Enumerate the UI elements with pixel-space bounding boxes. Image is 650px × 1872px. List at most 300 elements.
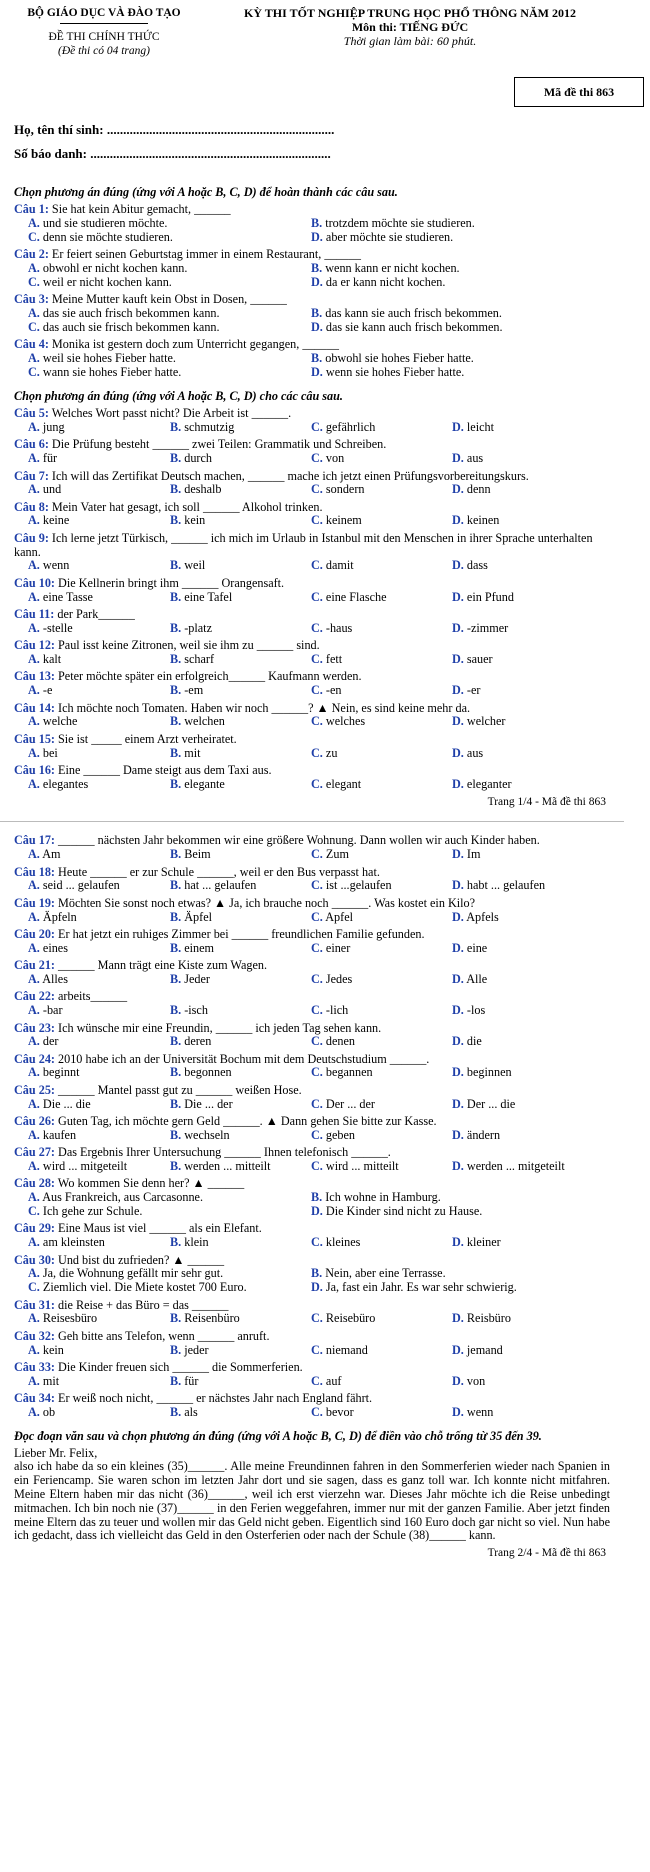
option-text: mit <box>184 745 201 760</box>
option-text: Ich wohne in Hamburg. <box>325 1190 441 1205</box>
answer-options <box>14 1035 610 1049</box>
page-2-footer: Trang 2/4 - Mã đề thi 863 <box>487 1547 606 1560</box>
option-letter: C. <box>311 714 323 729</box>
option-text: Reisebüro <box>325 1311 376 1326</box>
option-text: beginnt <box>42 1065 80 1080</box>
option-letter: C. <box>311 1096 323 1111</box>
ministry-name: BỘ GIÁO DỤC VÀ ĐÀO TẠO <box>27 7 181 19</box>
question-group-4 <box>14 1299 610 1420</box>
answer-option <box>311 1406 452 1420</box>
option-text: wird ... mitteilt <box>325 1159 399 1174</box>
question <box>14 1022 610 1050</box>
answer-option <box>28 559 170 573</box>
option-letter: D. <box>452 652 464 667</box>
question-text: Ich lerne jetzt Türkisch, ______ ich mich im Urlaub in Istanbul mit den Menschen in ihrer Sprache unterhalten kann. <box>14 530 593 559</box>
option-text: da er kann nicht kochen. <box>325 274 446 289</box>
option-text: kleines <box>325 1235 361 1250</box>
option-letter: B. <box>170 745 182 760</box>
option-letter: A. <box>28 1190 40 1205</box>
answer-option <box>311 1098 452 1112</box>
option-text: eines <box>42 940 68 955</box>
option-letter: B. <box>170 1373 182 1388</box>
answer-option <box>28 1004 170 1018</box>
answer-option <box>452 1035 610 1049</box>
answer-option <box>170 778 311 792</box>
question-text: Meine Mutter kauft kein Obst in Dosen, ______ <box>51 292 287 307</box>
option-text: Jeder <box>184 971 210 986</box>
question-stem <box>14 639 610 653</box>
question-number: Câu 31: <box>14 1297 55 1312</box>
option-letter: A. <box>28 1266 40 1281</box>
answer-option <box>452 1375 610 1389</box>
answer-option <box>452 1129 610 1143</box>
option-letter: D. <box>452 940 464 955</box>
answer-option <box>28 307 311 321</box>
option-letter: C. <box>311 1065 323 1080</box>
question-text: Guten Tag, ich möchte gern Geld ______. ▲ Dann gehen Sie bitte zur Kasse. <box>58 1114 437 1129</box>
answer-option <box>28 452 170 466</box>
answer-option <box>170 559 311 573</box>
question-stem <box>14 1299 610 1313</box>
option-text: das kann sie auch frisch bekommen. <box>325 306 502 321</box>
option-text: Äpfeln <box>42 909 77 924</box>
question-number: Câu 20: <box>14 926 55 941</box>
answer-option <box>452 848 610 862</box>
option-text: Ich gehe zur Schule. <box>42 1204 143 1219</box>
candidate-id-line: Số báo danh: .......................................................................... <box>14 146 331 161</box>
exam-time: Thời gian làm bài: 60 phút. <box>343 34 477 48</box>
exam-code-box: Mã đề thi 863 <box>514 77 644 107</box>
option-text: leicht <box>466 419 494 434</box>
question-stem <box>14 1022 610 1036</box>
answer-option <box>452 591 610 605</box>
question-29 <box>14 1222 610 1250</box>
option-text: dass <box>466 558 488 573</box>
option-text: elegant <box>325 776 362 791</box>
option-text: am kleinsten <box>42 1235 105 1250</box>
question <box>14 1361 610 1389</box>
option-text: -er <box>466 683 481 698</box>
option-text: Aus Frankreich, aus Carcasonne. <box>42 1190 203 1205</box>
option-text: einer <box>325 940 351 955</box>
option-letter: A. <box>28 1065 40 1080</box>
option-text: -em <box>184 683 204 698</box>
option-letter: B. <box>170 558 182 573</box>
answer-options <box>14 973 610 987</box>
option-letter: C. <box>311 1159 323 1174</box>
option-text: und sie studieren möchte. <box>42 216 168 231</box>
answer-option <box>311 421 452 435</box>
option-letter: D. <box>452 1235 464 1250</box>
answer-option <box>28 1375 170 1389</box>
option-letter: D. <box>452 1373 464 1388</box>
option-text: wechseln <box>184 1127 230 1142</box>
option-letter: C. <box>311 1235 323 1250</box>
option-letter: C. <box>311 451 323 466</box>
option-letter: B. <box>170 451 182 466</box>
question-number: Câu 28: <box>14 1176 55 1191</box>
option-letter: D. <box>452 1342 464 1357</box>
header-right <box>200 6 620 48</box>
option-text: deshalb <box>184 482 222 497</box>
answer-option <box>28 1236 170 1250</box>
answer-option <box>28 1267 311 1281</box>
option-text: Nein, aber eine Terrasse. <box>325 1266 446 1281</box>
question-text: Ich will das Zertifikat Deutsch machen, ______ mache ich jetzt einen Prüfungsvorbereitungskurs. <box>51 468 529 483</box>
answer-option <box>28 321 311 335</box>
question-stem <box>14 866 610 880</box>
question-group-1 <box>14 203 610 379</box>
question-number: Câu 9: <box>14 530 49 545</box>
option-letter: B. <box>170 1311 182 1326</box>
answer-options <box>14 514 610 528</box>
option-text: Ziemlich viel. Die Miete kostet 700 Euro. <box>42 1280 247 1295</box>
option-letter: A. <box>28 1127 40 1142</box>
option-text: aus <box>466 745 484 760</box>
option-text: weil <box>184 558 206 573</box>
option-text: Alles <box>42 971 68 986</box>
question-text: ______ Mann trägt eine Kiste zum Wagen. <box>58 958 267 973</box>
question <box>14 293 610 334</box>
option-text: auf <box>325 1373 342 1388</box>
question <box>14 897 610 925</box>
section-3-instruction: Đọc đoạn văn sau và chọn phương án đúng (ứng với A hoặc B, C, D) để điền vào chỗ trống từ 35 đến 39. <box>14 1428 542 1443</box>
option-text: Der ... die <box>466 1096 516 1111</box>
option-text: elegante <box>184 776 225 791</box>
option-letter: A. <box>28 620 40 635</box>
header-rule <box>60 23 148 24</box>
option-letter: C. <box>311 652 323 667</box>
answer-option <box>311 848 452 862</box>
question <box>14 1146 610 1174</box>
option-text: wenn <box>466 1404 494 1419</box>
option-text: und <box>42 482 62 497</box>
option-letter: B. <box>170 776 182 791</box>
option-letter: B. <box>311 261 323 276</box>
option-letter: D. <box>452 971 464 986</box>
option-text: wenn kann er nicht kochen. <box>325 261 460 276</box>
page-separator <box>0 821 624 822</box>
option-text: aus <box>466 451 484 466</box>
option-letter: B. <box>311 216 323 231</box>
answer-option <box>311 1205 610 1219</box>
option-text: ob <box>42 1404 56 1419</box>
option-text: -e <box>42 683 53 698</box>
answer-option <box>170 622 311 636</box>
answer-option <box>311 217 610 231</box>
answer-options <box>14 1129 610 1143</box>
question-text: Mein Vater hat gesagt, ich soll ______ Alkohol trinken. <box>51 499 323 514</box>
question-text: Monika ist gestern doch zum Unterricht gegangen, ______ <box>51 337 339 352</box>
option-letter: B. <box>170 1003 182 1018</box>
question-stem <box>14 407 610 421</box>
answer-option <box>311 622 452 636</box>
option-letter: B. <box>170 1159 182 1174</box>
option-letter: A. <box>28 306 40 321</box>
exam-title: KỲ THI TỐT NGHIỆP TRUNG HỌC PHỔ THÔNG NĂM 2012 <box>244 6 576 20</box>
question-text: arbeits______ <box>58 989 128 1004</box>
option-text: gefährlich <box>325 419 376 434</box>
question-stem <box>14 834 610 848</box>
question-stem <box>14 670 610 684</box>
answer-option <box>170 911 311 925</box>
answer-option <box>452 973 610 987</box>
question-stem <box>14 203 610 217</box>
section-2-instruction: Chọn phương án đúng (ứng với A hoặc B, C, D) cho các câu sau. <box>14 388 343 403</box>
question-text: Eine ______ Dame steigt aus dem Taxi aus. <box>58 762 272 777</box>
option-text: niemand <box>325 1342 368 1357</box>
question-text: Ich möchte noch Tomaten. Haben wir noch ______? ▲ Nein, es sind keine mehr da. <box>58 700 471 715</box>
question-group-2 <box>14 407 610 791</box>
option-letter: A. <box>28 1096 40 1111</box>
option-text: kein <box>184 513 206 528</box>
answer-options <box>14 307 610 335</box>
answer-option <box>311 321 610 335</box>
option-text: trotzdem möchte sie studieren. <box>325 216 475 231</box>
option-text: Äpfel <box>184 909 212 924</box>
option-text: scharf <box>184 652 215 667</box>
question-stem <box>14 733 610 747</box>
option-text: Die ... der <box>184 1096 233 1111</box>
answer-option <box>28 848 170 862</box>
option-letter: D. <box>452 589 464 604</box>
option-text: denn <box>466 482 491 497</box>
answer-options <box>14 1004 610 1018</box>
answer-option <box>28 879 170 893</box>
option-letter: D. <box>452 513 464 528</box>
option-text: obwohl er nicht kochen kann. <box>42 261 188 276</box>
option-text: Alle <box>466 971 488 986</box>
question <box>14 1084 610 1112</box>
option-letter: A. <box>28 558 40 573</box>
exam-subject: Môn thi: TIẾNG ĐỨC <box>351 20 469 34</box>
answer-options <box>14 1160 610 1174</box>
option-letter: D. <box>452 1003 464 1018</box>
question <box>14 764 610 792</box>
option-text: Am <box>42 847 61 862</box>
question-number: Câu 1: <box>14 202 49 217</box>
option-text: -haus <box>325 620 353 635</box>
option-letter: A. <box>28 513 40 528</box>
question-text: 2010 habe ich an der Universität Bochum mit dem Deutschstudium ______. <box>58 1051 430 1066</box>
answer-options <box>14 622 610 636</box>
answer-options <box>14 1066 610 1080</box>
option-letter: B. <box>170 1127 182 1142</box>
question-number: Câu 26: <box>14 1114 55 1129</box>
option-letter: D. <box>452 745 464 760</box>
question-stem <box>14 1254 610 1268</box>
question <box>14 1177 610 1218</box>
question-number: Câu 34: <box>14 1391 55 1406</box>
answer-options <box>14 1375 610 1389</box>
question <box>14 577 610 605</box>
option-letter: C. <box>311 971 323 986</box>
question-text: Die Kinder freuen sich ______ die Sommerferien. <box>58 1359 303 1374</box>
question-text: Heute ______ er zur Schule ______, weil er den Bus verpasst hat. <box>58 864 380 879</box>
option-letter: D. <box>311 319 323 334</box>
option-text: Apfel <box>325 909 353 924</box>
option-letter: A. <box>28 1373 40 1388</box>
answer-option <box>311 483 452 497</box>
option-letter: B. <box>170 652 182 667</box>
answer-option <box>311 1129 452 1143</box>
answer-option <box>452 1098 610 1112</box>
answer-option <box>28 1129 170 1143</box>
answer-option <box>311 1004 452 1018</box>
answer-option <box>311 1344 452 1358</box>
question <box>14 1222 610 1250</box>
question <box>14 866 610 894</box>
option-letter: D. <box>452 1065 464 1080</box>
answer-option <box>452 559 610 573</box>
option-letter: C. <box>311 1342 323 1357</box>
option-letter: B. <box>170 1342 182 1357</box>
answer-option <box>311 591 452 605</box>
option-letter: D. <box>452 1159 464 1174</box>
option-letter: D. <box>452 419 464 434</box>
option-text: Die ... die <box>42 1096 91 1111</box>
option-letter: A. <box>28 971 40 986</box>
question-text: Sie hat kein Abitur gemacht, ______ <box>51 202 231 217</box>
option-text: für <box>184 1373 199 1388</box>
option-letter: B. <box>170 513 182 528</box>
answer-option <box>28 715 170 729</box>
question <box>14 639 610 667</box>
option-text: eine Tafel <box>184 589 233 604</box>
option-letter: B. <box>170 683 182 698</box>
question-text: Er hat jetzt ein ruhiges Zimmer bei ______ freundlichen Familie gefunden. <box>58 926 425 941</box>
option-letter: C. <box>28 1280 40 1295</box>
answer-options <box>14 1267 610 1295</box>
option-text: begannen <box>325 1065 373 1080</box>
option-text: sauer <box>466 652 493 667</box>
question-text: Die Prüfung besteht ______ zwei Teilen: Grammatik und Schreiben. <box>51 437 387 452</box>
answer-option <box>311 452 452 466</box>
option-letter: D. <box>452 776 464 791</box>
option-letter: A. <box>28 451 40 466</box>
option-letter: C. <box>311 419 323 434</box>
question <box>14 438 610 466</box>
option-text: jung <box>42 419 65 434</box>
option-text: wenn <box>42 558 70 573</box>
option-text: ist ...gelaufen <box>325 878 392 893</box>
question <box>14 1330 610 1358</box>
answer-option <box>28 747 170 761</box>
answer-option <box>28 684 170 698</box>
question-stem <box>14 1222 610 1236</box>
question-stem <box>14 293 610 307</box>
option-text: Reisbüro <box>466 1311 511 1326</box>
option-text: Die Kinder sind nicht zu Hause. <box>325 1204 483 1219</box>
option-text: wenn sie hohes Fieber hatte. <box>325 364 465 379</box>
question-number: Câu 17: <box>14 833 55 848</box>
question-stem <box>14 470 610 484</box>
option-letter: D. <box>311 274 323 289</box>
question-number: Câu 29: <box>14 1221 55 1236</box>
option-letter: C. <box>311 776 323 791</box>
answer-option <box>311 231 610 245</box>
answer-option <box>311 1312 452 1326</box>
option-letter: C. <box>311 620 323 635</box>
option-letter: B. <box>311 306 323 321</box>
answer-option <box>311 1191 610 1205</box>
option-text: welche <box>42 714 78 729</box>
option-letter: A. <box>28 419 40 434</box>
option-letter: A. <box>28 1159 40 1174</box>
question-number: Câu 27: <box>14 1145 55 1160</box>
answer-option <box>452 1344 610 1358</box>
option-letter: C. <box>311 847 323 862</box>
section-1-instruction: Chọn phương án đúng (ứng với A hoặc B, C, D) để hoàn thành các câu sau. <box>14 185 398 199</box>
option-letter: A. <box>28 1311 40 1326</box>
question-number: Câu 32: <box>14 1328 55 1343</box>
option-text: keinem <box>325 513 362 528</box>
answer-options <box>14 653 610 667</box>
answer-option <box>28 1035 170 1049</box>
answer-option <box>452 942 610 956</box>
option-text: jeder <box>184 1342 209 1357</box>
option-text: das auch sie frisch bekommen kann. <box>42 319 220 334</box>
option-letter: C. <box>311 558 323 573</box>
option-text: weil sie hohes Fieber hatte. <box>42 351 176 366</box>
answer-option <box>28 366 311 380</box>
option-text: habt ... gelaufen <box>466 878 546 893</box>
question <box>14 608 610 636</box>
option-letter: A. <box>28 261 40 276</box>
option-text: Apfels <box>466 909 499 924</box>
option-letter: C. <box>311 1127 323 1142</box>
question-stem <box>14 338 610 352</box>
option-letter: B. <box>170 482 182 497</box>
option-text: die <box>466 1034 482 1049</box>
option-text: von <box>325 451 345 466</box>
question <box>14 834 610 862</box>
option-letter: A. <box>28 1404 40 1419</box>
option-letter: D. <box>311 1204 323 1219</box>
answer-option <box>28 973 170 987</box>
answer-option <box>452 421 610 435</box>
answer-option <box>311 1160 452 1174</box>
option-text: -lich <box>325 1003 349 1018</box>
option-text: hat ... gelaufen <box>184 878 257 893</box>
option-letter: D. <box>452 1311 464 1326</box>
option-text: Zum <box>325 847 349 862</box>
answer-option <box>28 911 170 925</box>
option-letter: D. <box>311 229 323 244</box>
answer-option <box>452 879 610 893</box>
option-text: -los <box>466 1003 486 1018</box>
answer-option <box>170 942 311 956</box>
option-letter: A. <box>28 847 40 862</box>
answer-options <box>14 1406 610 1420</box>
answer-option <box>28 262 311 276</box>
answer-option <box>28 483 170 497</box>
option-letter: D. <box>311 364 323 379</box>
answer-option <box>452 747 610 761</box>
question <box>14 990 610 1018</box>
answer-option <box>452 653 610 667</box>
answer-option <box>311 653 452 667</box>
question-group-3 <box>14 834 610 1173</box>
option-letter: C. <box>311 589 323 604</box>
answer-option <box>28 231 311 245</box>
answer-options <box>14 747 610 761</box>
option-letter: A. <box>28 482 40 497</box>
option-text: damit <box>325 558 354 573</box>
option-letter: A. <box>28 878 40 893</box>
question-text: Ich wünsche mir eine Freundin, ______ ich jeden Tag sehen kann. <box>58 1020 382 1035</box>
answer-option <box>452 778 610 792</box>
